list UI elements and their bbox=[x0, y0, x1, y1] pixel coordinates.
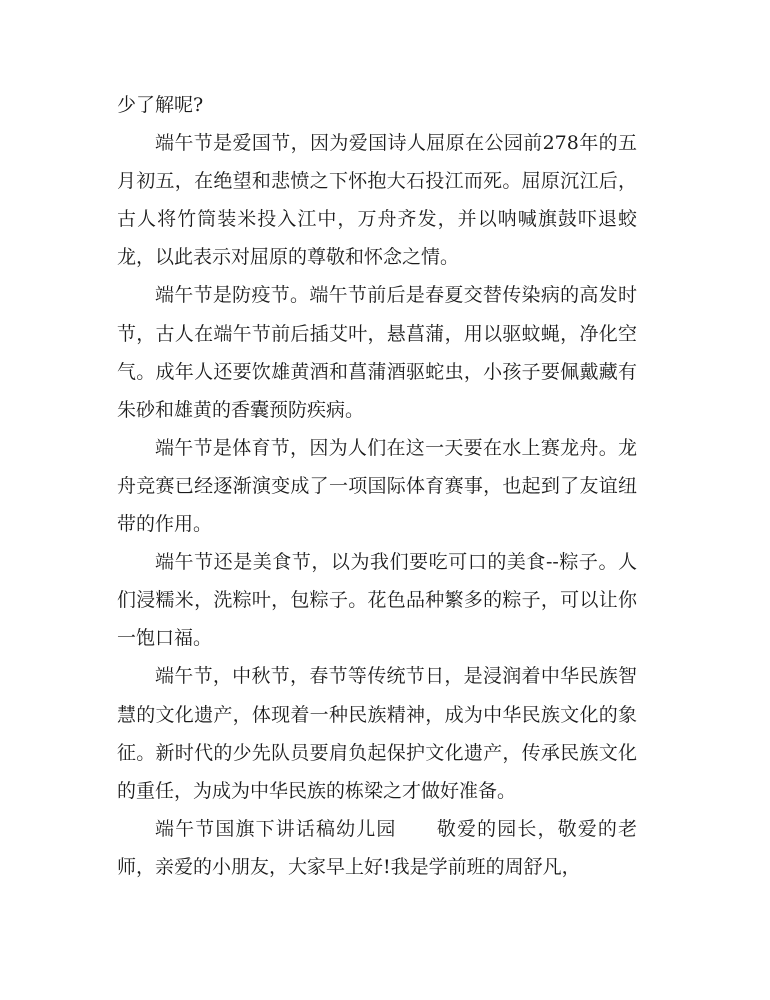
paragraph-4: 端午节还是美食节，以为我们要吃可口的美食--粽子。人们浸糯米，洗粽叶，包粽子。花色品种繁多的粽子，可以让你一饱口福。 bbox=[117, 551, 637, 650]
paragraph-0: 少了解呢? bbox=[117, 94, 204, 116]
paragraph-3: 端午节是体育节，因为人们在这一天要在水上赛龙舟。龙舟竞赛已经逐渐演变成了一项国际体育赛事，也起到了友谊纽带的作用。 bbox=[117, 436, 637, 536]
paragraph-1: 端午节是爱国节，因为爱国诗人屈原在公园前278年的五月初五，在绝望和悲愤之下怀抱大石投江而死。屈原沉江后，古人将竹筒装米投入江中，万舟齐发，并以呐喊旗鼓吓退蛟龙，以此表示对屈原的尊敬和怀念之情。 bbox=[117, 132, 637, 269]
paragraph-5: 端午节，中秋节，春节等传统节日，是浸润着中华民族智慧的文化遗产，体现着一种民族精神，成为中华民族文化的象征。新时代的少先队员要肩负起保护文化遗产，传承民族文化的重任，为成为中华民族的栋梁之才做好准备。 bbox=[117, 665, 637, 802]
document-body bbox=[117, 86, 637, 886]
paragraph-2: 端午节是防疫节。端午节前后是春夏交替传染病的高发时节，古人在端午节前后插艾叶，悬菖蒲，用以驱蚊蝇，净化空气。成年人还要饮雄黄酒和菖蒲酒驱蛇虫，小孩子要佩戴藏有朱砂和雄黄的香囊预防疾病。 bbox=[117, 284, 637, 421]
paragraph-6: 端午节国旗下讲话稿幼儿园 敬爱的园长，敬爱的老师，亲爱的小朋友，大家早上好!我是学前班的周舒凡， bbox=[117, 817, 637, 878]
